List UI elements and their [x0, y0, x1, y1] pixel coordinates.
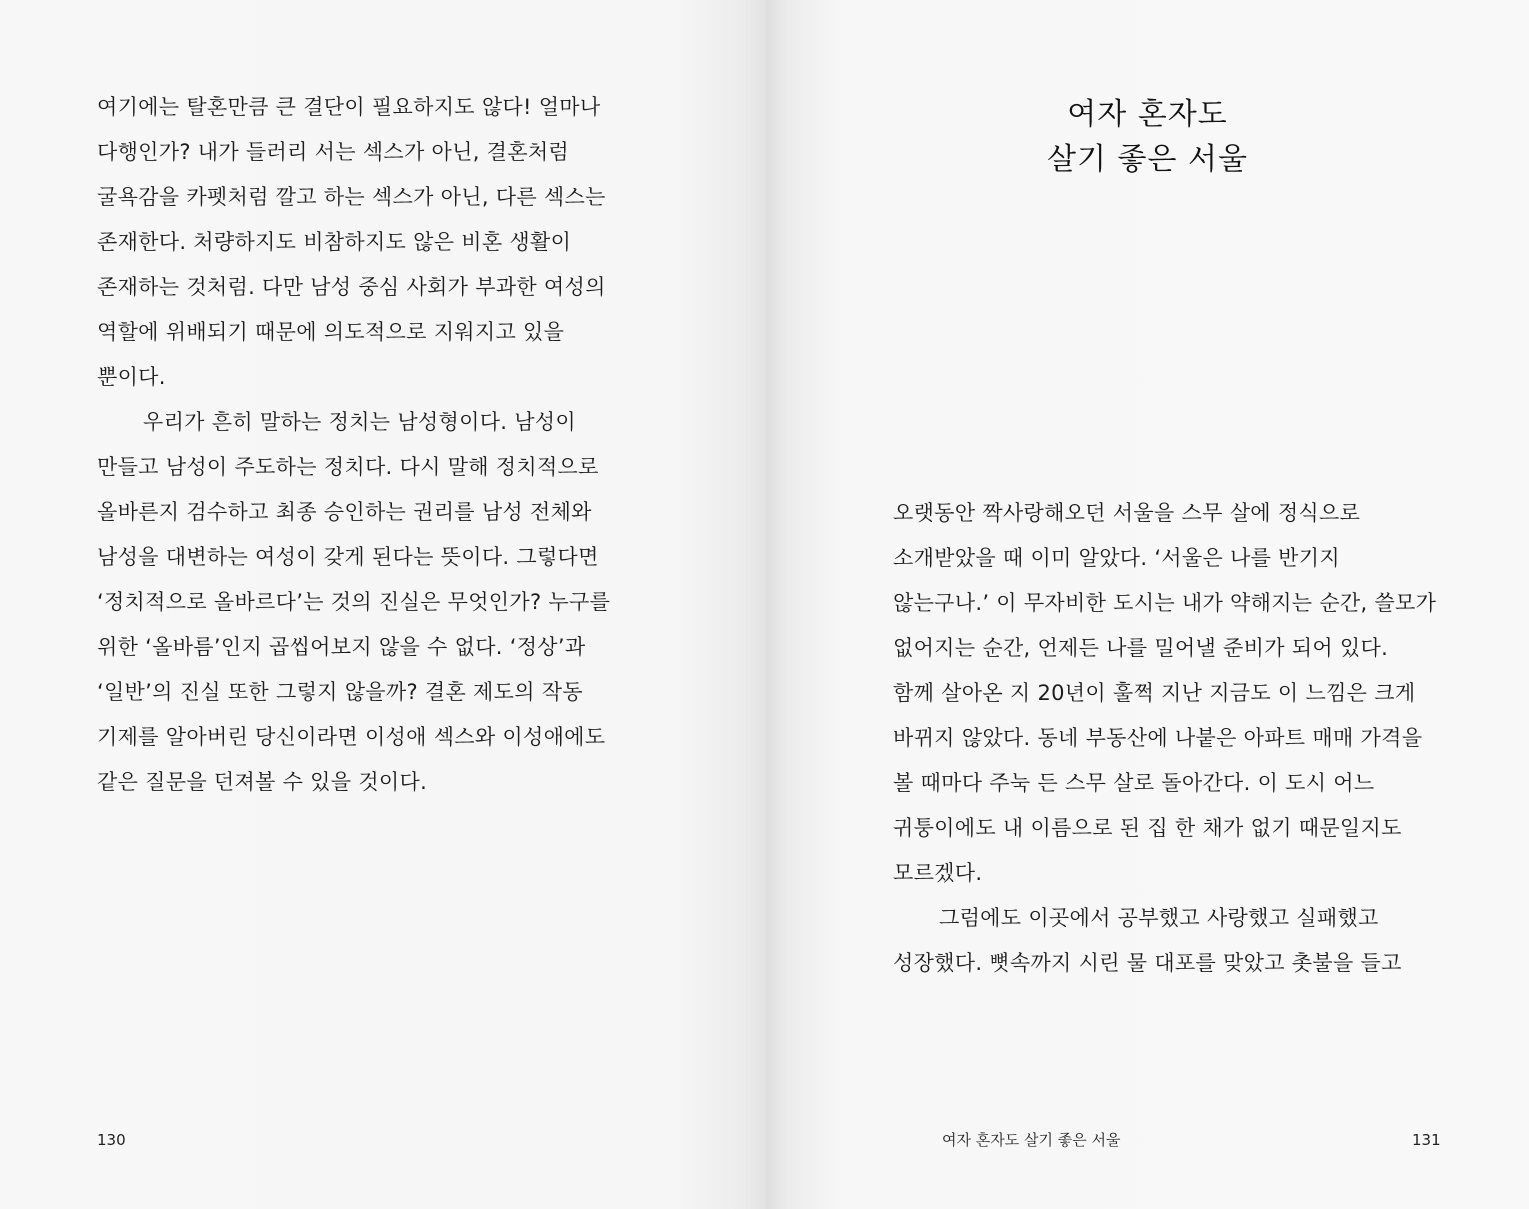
page-number-right: 131: [1412, 1131, 1441, 1149]
right-body-text: [893, 491, 1436, 986]
chapter-title-line-2: 살기 좋은 서울: [1047, 142, 1248, 177]
paragraph-first-line: 그럼에도 이곳에서 공부했고 사랑했고 실패했고: [939, 906, 1379, 930]
body-line: 모르겠다.: [893, 861, 983, 885]
body-line: 기제를 알아버린 당신이라면 이성애 섹스와 이성애에도: [97, 725, 606, 749]
body-line: 오랫동안 짝사랑해오던 서울을 스무 살에 정식으로: [893, 501, 1361, 525]
body-line: 않는구나.’ 이 무자비한 도시는 내가 약해지는 순간, 쓸모가: [893, 591, 1437, 615]
body-line: 소개받았을 때 이미 알았다. ‘서울은 나를 반기지: [893, 546, 1340, 570]
body-line: ‘정치적으로 올바르다’는 것의 진실은 무엇인가? 누구를: [97, 590, 611, 614]
body-line: 함께 살아온 지 20년이 훌쩍 지난 지금도 이 느낌은 크게: [893, 681, 1416, 705]
page-number-left: 130: [97, 1131, 126, 1149]
body-line: 존재한다. 처량하지도 비참하지도 않은 비혼 생활이: [97, 230, 572, 254]
body-line: 위한 ‘올바름’인지 곱씹어보지 않을 수 없다. ‘정상’과: [97, 635, 586, 659]
body-line: 귀퉁이에도 내 이름으로 된 집 한 채가 없기 때문일지도: [893, 816, 1402, 840]
right-page: [766, 0, 1529, 1209]
chapter-title-line-1: 여자 혼자도: [1067, 97, 1228, 132]
body-line: 다행인가? 내가 들러리 서는 섹스가 아닌, 결혼처럼: [97, 140, 569, 164]
body-line: 없어지는 순간, 언제든 나를 밀어낼 준비가 되어 있다.: [893, 636, 1389, 660]
body-line: 올바른지 검수하고 최종 승인하는 권리를 남성 전체와: [97, 500, 592, 524]
running-head: 여자 혼자도 살기 좋은 서울: [942, 1131, 1121, 1149]
paragraph-first-line: 우리가 흔히 말하는 정치는 남성형이다. 남성이: [143, 410, 576, 434]
body-line: 역할에 위배되기 때문에 의도적으로 지워지고 있을: [97, 320, 565, 344]
body-line: 존재하는 것처럼. 다만 남성 중심 사회가 부과한 여성의: [97, 275, 606, 299]
body-line: 같은 질문을 던져볼 수 있을 것이다.: [97, 770, 428, 794]
body-line: 남성을 대변하는 여성이 갖게 된다는 뜻이다. 그렇다면: [97, 545, 599, 569]
chapter-title: [766, 92, 1529, 182]
body-line: 굴욕감을 카펫처럼 깔고 하는 섹스가 아닌, 다른 섹스는: [97, 185, 606, 209]
body-line: 만들고 남성이 주도하는 정치다. 다시 말해 정치적으로: [97, 455, 599, 479]
body-line: ‘일반’의 진실 또한 그렇지 않을까? 결혼 제도의 작동: [97, 680, 583, 704]
body-line: 바뀌지 않았다. 동네 부동산에 나붙은 아파트 매매 가격을: [893, 726, 1423, 750]
body-line: 여기에는 탈혼만큼 큰 결단이 필요하지도 않다! 얼마나: [97, 95, 601, 119]
body-line: 뿐이다.: [97, 365, 166, 389]
body-line: 성장했다. 뼛속까지 시린 물 대포를 맞았고 촛불을 들고: [893, 951, 1402, 975]
body-line: 볼 때마다 주눅 든 스무 살로 돌아간다. 이 도시 어느: [893, 771, 1375, 795]
left-body-text: [97, 85, 610, 805]
